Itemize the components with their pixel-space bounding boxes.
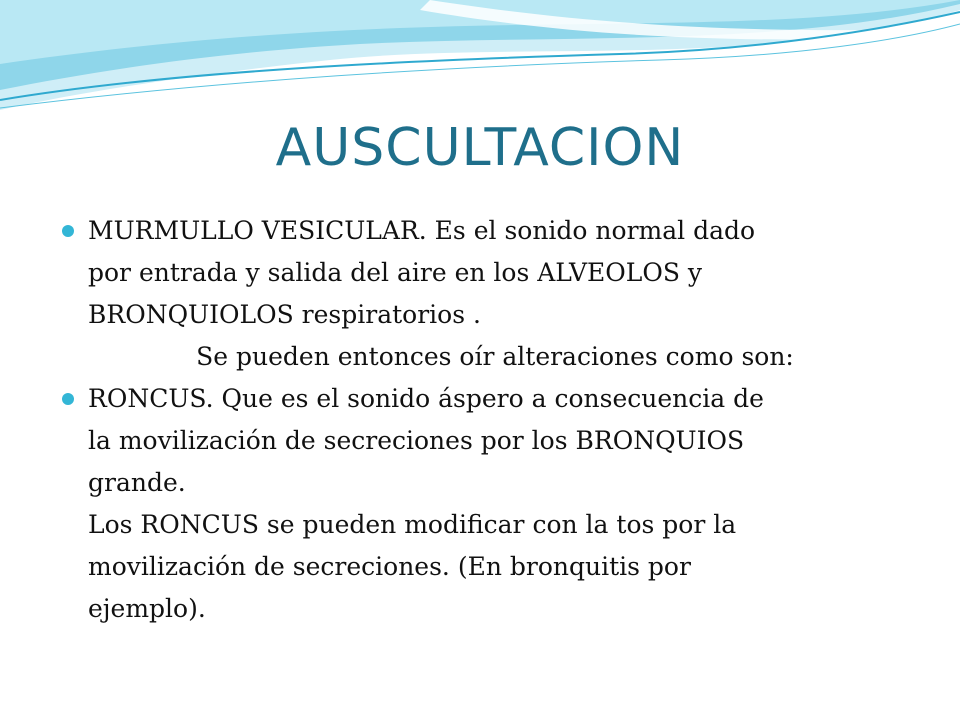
bullet-item-murmullo: [62, 210, 902, 336]
item-line: grande.: [88, 468, 186, 497]
item-line: BRONQUIOLOS respiratorios .: [88, 300, 481, 329]
item-line: ejemplo).: [88, 594, 206, 623]
bullet-item-roncus: [62, 378, 902, 630]
item-line: la movilización de secreciones por los BRONQUIOS: [88, 426, 745, 455]
slide-body: [62, 210, 902, 630]
header-wave-decoration: [0, 0, 960, 120]
center-text: Se pueden entonces oír alteraciones como son:: [196, 342, 794, 371]
item-line: por entrada y salida del aire en los ALVEOLOS y: [88, 258, 703, 287]
bullet-dot-icon: [62, 393, 74, 405]
item-line: Los RONCUS se pueden modificar con la tos por la: [88, 510, 737, 539]
item-line: movilización de secreciones. (En bronquitis por: [88, 552, 691, 581]
slide-title: AUSCULTACION: [275, 118, 685, 178]
bullet-dot-icon: [62, 225, 74, 237]
item-line: MURMULLO VESICULAR. Es el sonido normal dado: [88, 216, 756, 245]
item-line: RONCUS. Que es el sonido áspero a consecuencia de: [88, 384, 764, 413]
